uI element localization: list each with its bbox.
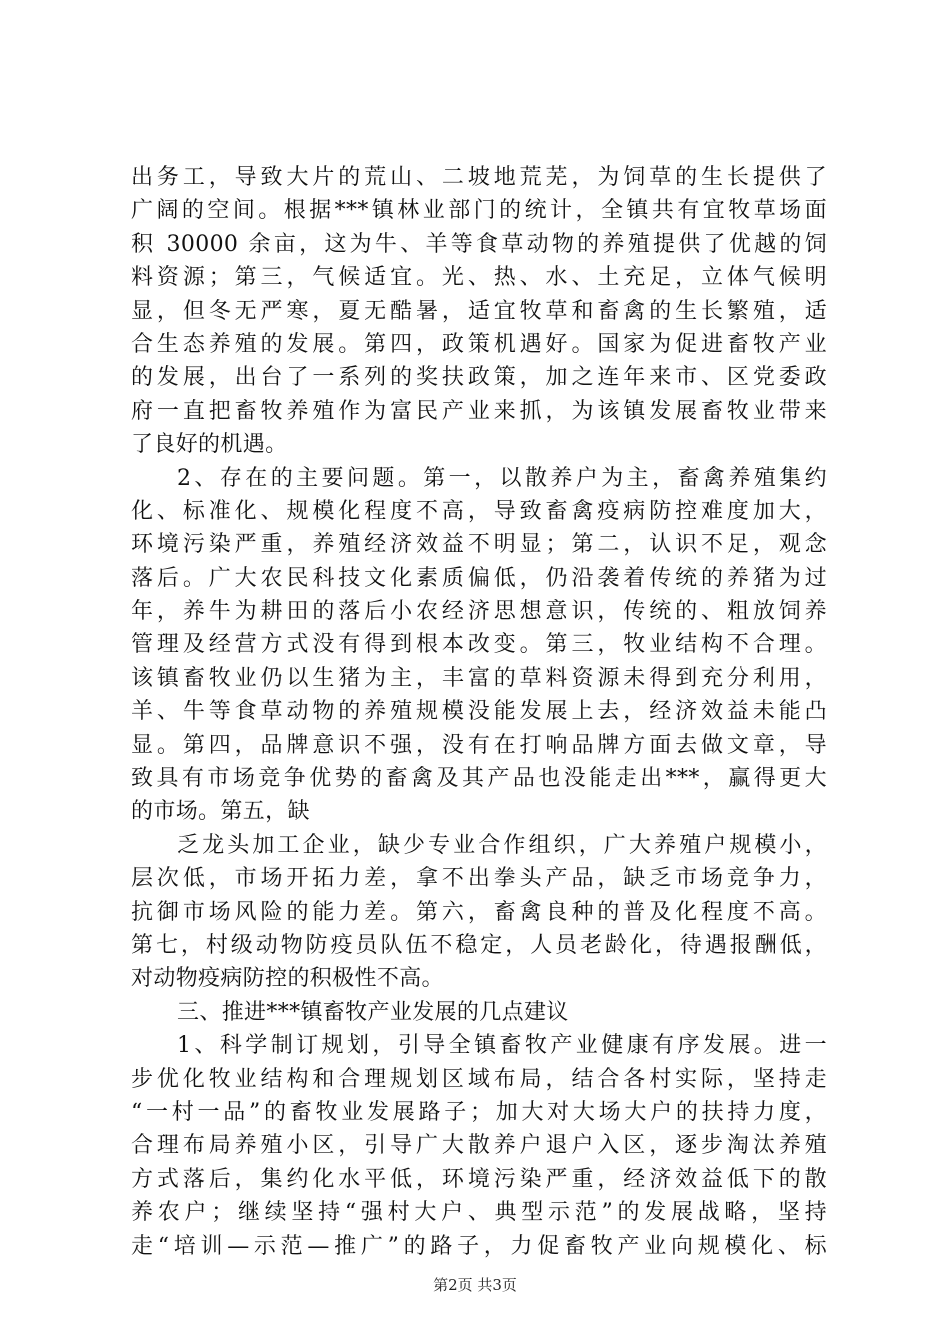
text-line: 抗御市场风险的能力差。第六，畜禽良种的普及化程度不高。: [131, 899, 827, 925]
text-line: 积 30000 余亩，这为牛、羊等食草动物的养殖提供了优越的饲: [131, 231, 827, 257]
text-line: “一村一品”的畜牧业发展路子；加大对大场大户的扶持力度，: [131, 1099, 827, 1125]
text-line: 的市场。第五，缺: [131, 799, 310, 825]
text-line: 步优化牧业结构和合理规划区域布局，结合各村实际，坚持走: [131, 1066, 827, 1092]
text-line: 方式落后，集约化水平低，环境污染严重，经济效益低下的散: [131, 1166, 827, 1192]
text-line: 了良好的机遇。: [131, 432, 288, 458]
text-line: 致具有市场竞争优势的畜禽及其产品也没能走出***，赢得更大: [131, 766, 827, 792]
text-line: 落后。广大农民科技文化素质偏低，仍沿袭着传统的养猪为过: [131, 565, 827, 591]
text-line: 料资源；第三，气候适宜。光、热、水、土充足，立体气候明: [131, 265, 827, 291]
text-line: 显，但冬无严寒，夏无酷暑，适宜牧草和畜禽的生长繁殖，适: [131, 298, 827, 324]
text-line: 1、科学制订规划，引导全镇畜牧产业健康有序发展。进一: [177, 1033, 827, 1059]
text-line: 羊、牛等食草动物的养殖规模没能发展上去，经济效益未能凸: [131, 699, 827, 725]
text-line: 府一直把畜牧养殖作为富民产业来抓，为该镇发展畜牧业带来: [131, 398, 827, 424]
text-line: 合生态养殖的发展。第四，政策机遇好。国家为促进畜牧产业: [131, 331, 827, 357]
text-line: 层次低，市场开拓力差，拿不出拳头产品，缺乏市场竞争力，: [131, 866, 827, 892]
text-line: 广阔的空间。根据***镇林业部门的统计，全镇共有宜牧草场面: [131, 198, 827, 224]
text-line: 化、标准化、规模化程度不高，导致畜禽疫病防控难度加大，: [131, 498, 827, 524]
text-line: 乏龙头加工企业，缺少专业合作组织，广大养殖户规模小，: [177, 832, 827, 858]
text-line: 的发展，出台了一系列的奖扶政策，加之连年来市、区党委政: [131, 365, 827, 391]
text-line: 管理及经营方式没有得到根本改变。第三，牧业结构不合理。: [131, 632, 827, 658]
text-line: 养农户；继续坚持“强村大户、典型示范”的发展战略，坚持: [131, 1200, 827, 1226]
text-line: 三、推进***镇畜牧产业发展的几点建议: [177, 999, 569, 1025]
text-line: 环境污染严重，养殖经济效益不明显；第二，认识不足，观念: [131, 532, 827, 558]
text-line: 走“培训—示范—推广”的路子，力促畜牧产业向规模化、标: [131, 1233, 827, 1259]
text-line: 年，养牛为耕田的落后小农经济思想意识，传统的、粗放饲养: [131, 599, 827, 625]
page-footer: 第2页 共3页: [433, 1276, 517, 1294]
text-line: 2、存在的主要问题。第一，以散养户为主，畜禽养殖集约: [177, 465, 827, 491]
text-line: 第七，村级动物防疫员队伍不稳定，人员老龄化，待遇报酬低，: [131, 932, 827, 958]
document-body: [131, 161, 827, 1263]
text-line: 对动物疫病防控的积极性不高。: [131, 966, 444, 992]
text-line: 显。第四，品牌意识不强，没有在打响品牌方面去做文章，导: [131, 732, 827, 758]
text-line: 该镇畜牧业仍以生猪为主，丰富的草料资源未得到充分利用，: [131, 665, 827, 691]
text-line: 合理布局养殖小区，引导广大散养户退户入区，逐步淘汰养殖: [131, 1133, 827, 1159]
text-line: 出务工，导致大片的荒山、二坡地荒芜，为饲草的生长提供了: [131, 165, 827, 190]
